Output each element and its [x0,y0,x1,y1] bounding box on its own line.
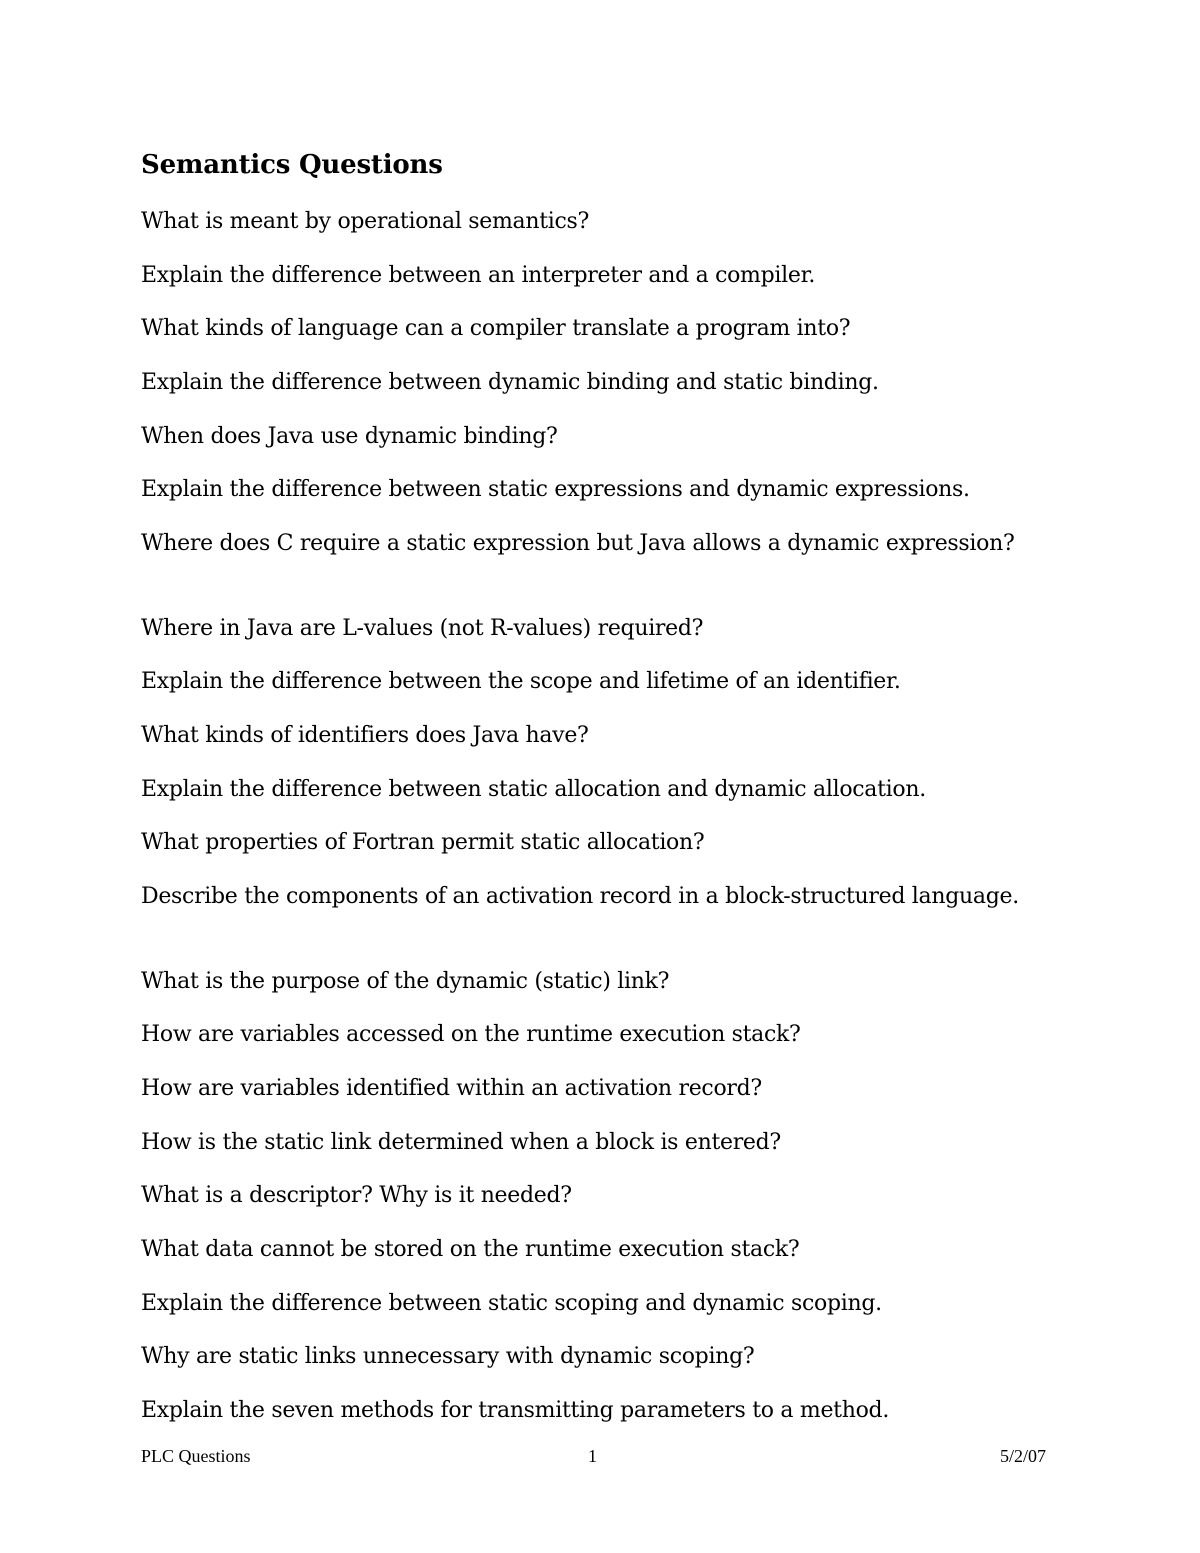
question-item: Where does C require a static expression but Java allows a dynamic expression? [141,531,1015,557]
question-item: Explain the difference between static allocation and dynamic allocation. [141,776,926,802]
page-title: Semantics Questions [141,150,443,180]
footer-document-name: PLC Questions [141,1446,251,1466]
question-item: What kinds of language can a compiler translate a program into? [141,316,851,342]
footer-page-number: 1 [588,1446,597,1466]
question-item: Explain the difference between dynamic binding and static binding. [141,370,879,396]
question-item: What data cannot be stored on the runtime execution stack? [141,1237,800,1262]
question-item: What kinds of identifiers does Java have? [141,723,589,748]
page-footer [141,1444,1046,1468]
question-item: When does Java use dynamic binding? [141,423,558,449]
question-item: Explain the difference between static expressions and dynamic expressions. [141,477,970,503]
question-item: What is the purpose of the dynamic (static) link? [141,968,670,994]
question-item: How are variables identified within an activation record? [141,1075,762,1101]
question-item: How is the static link determined when a block is entered? [141,1129,781,1155]
question-item: How are variables accessed on the runtime execution stack? [141,1022,801,1048]
question-item: What properties of Fortran permit static allocation? [141,830,705,856]
question-item: Explain the difference between static scoping and dynamic scoping. [141,1290,882,1316]
question-list [141,206,1061,1449]
question-item: Describe the components of an activation record in a block-structured language. [141,884,1019,910]
question-item: Where in Java are L-values (not R-values) required? [141,615,704,641]
question-item: What is a descriptor? Why is it needed? [141,1183,572,1209]
footer-date: 5/2/07 [999,1446,1046,1466]
question-item: Explain the seven methods for transmitting parameters to a method. [141,1398,890,1424]
question-item: Why are static links unnecessary with dynamic scoping? [141,1344,755,1370]
question-item: What is meant by operational semantics? [141,209,590,234]
question-item: Explain the difference between an interpreter and a compiler. [141,262,816,288]
question-item: Explain the difference between the scope and lifetime of an identifier. [141,669,901,695]
